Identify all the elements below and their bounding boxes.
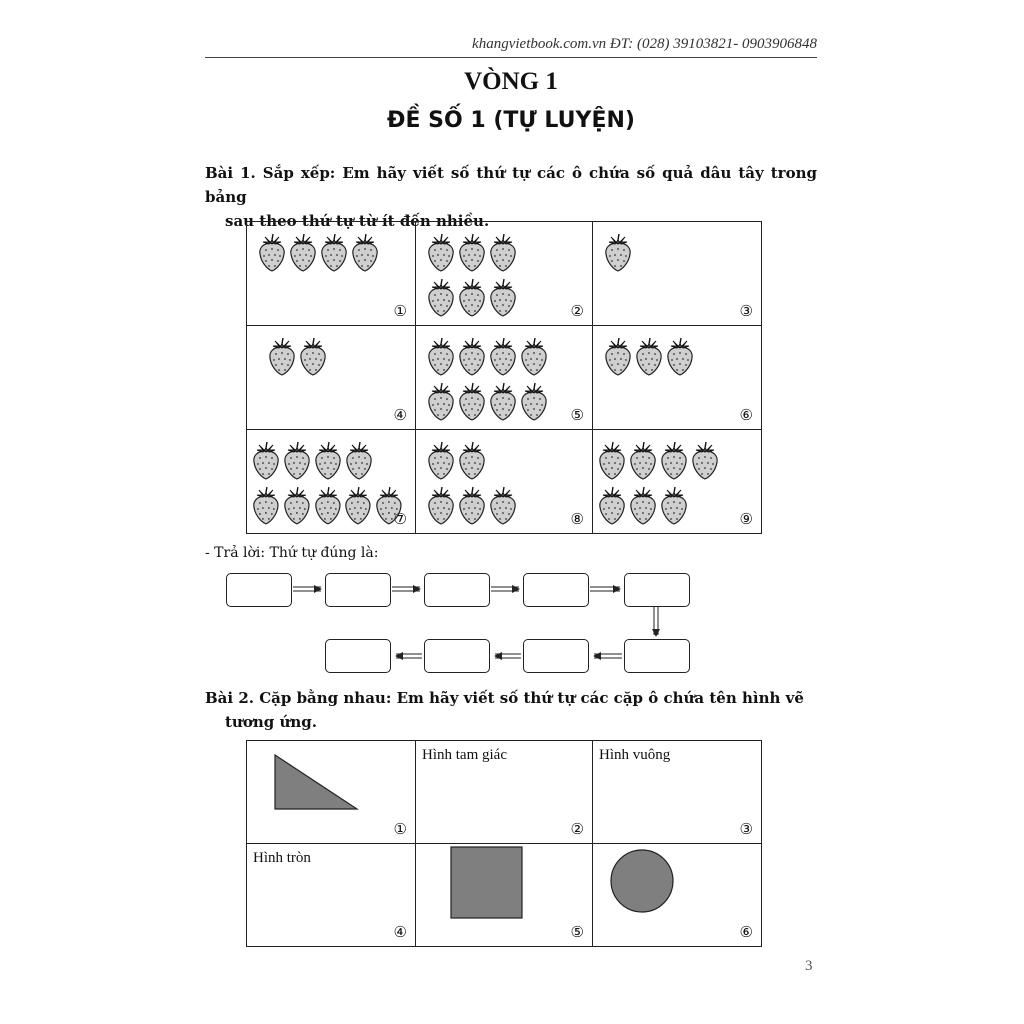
- cell-number: ⑤: [570, 406, 584, 424]
- cell-number: ①: [393, 820, 407, 838]
- square-icon: [450, 846, 524, 920]
- cell-number: ④: [393, 923, 407, 941]
- cell-number: ⑨: [739, 510, 753, 528]
- cell-number: ⑥: [739, 406, 753, 424]
- shapes-grid: [246, 740, 762, 947]
- shape-cell-5[interactable]: [416, 844, 593, 947]
- cell-number: ⑤: [570, 923, 584, 941]
- shape-label: Hình tròn: [253, 850, 311, 866]
- page-number: 3: [805, 958, 813, 974]
- answer-label: - Trả lời: Thứ tự đúng là:: [205, 545, 379, 561]
- cell-number: ④: [393, 406, 407, 424]
- test-title: ĐỀ SỐ 1 (TỰ LUYỆN): [387, 108, 635, 133]
- exercise-1-line-1: Bài 1. Sắp xếp: Em hãy viết số thứ tự các ô chứa số quả dâu tây trong bảng: [205, 164, 817, 206]
- cell-number: ②: [570, 302, 584, 320]
- triangle-icon: [273, 753, 359, 811]
- shape-cell-3[interactable]: [593, 741, 762, 844]
- cell-number: ①: [393, 302, 407, 320]
- page-header: khangvietbook.com.vn ĐT: (028) 39103821- 0903906848: [472, 36, 817, 52]
- shape-cell-4[interactable]: [247, 844, 416, 947]
- exercise-1-line-2: sau theo thứ tự từ ít đến nhiều.: [225, 212, 490, 230]
- shape-label: Hình vuông: [599, 747, 671, 763]
- shape-label: Hình tam giác: [422, 747, 507, 763]
- exercise-2-instructions: [205, 686, 817, 734]
- cell-number: ③: [739, 820, 753, 838]
- shape-cell-2[interactable]: [416, 741, 593, 844]
- circle-icon: [609, 848, 675, 914]
- exercise-2-line-1: Bài 2. Cặp bằng nhau: Em hãy viết số thứ tự các cặp ô chứa tên hình vẽ: [205, 689, 804, 707]
- round-title: VÒNG 1: [464, 68, 558, 95]
- cell-number: ③: [739, 302, 753, 320]
- shape-cell-6[interactable]: [593, 844, 762, 947]
- exercise-2-line-2: tương ứng.: [225, 713, 317, 731]
- shape-cell-1[interactable]: [247, 741, 416, 844]
- cell-number: ②: [570, 820, 584, 838]
- cell-number: ⑧: [570, 510, 584, 528]
- cell-number: ⑦: [393, 510, 407, 528]
- cell-number: ⑥: [739, 923, 753, 941]
